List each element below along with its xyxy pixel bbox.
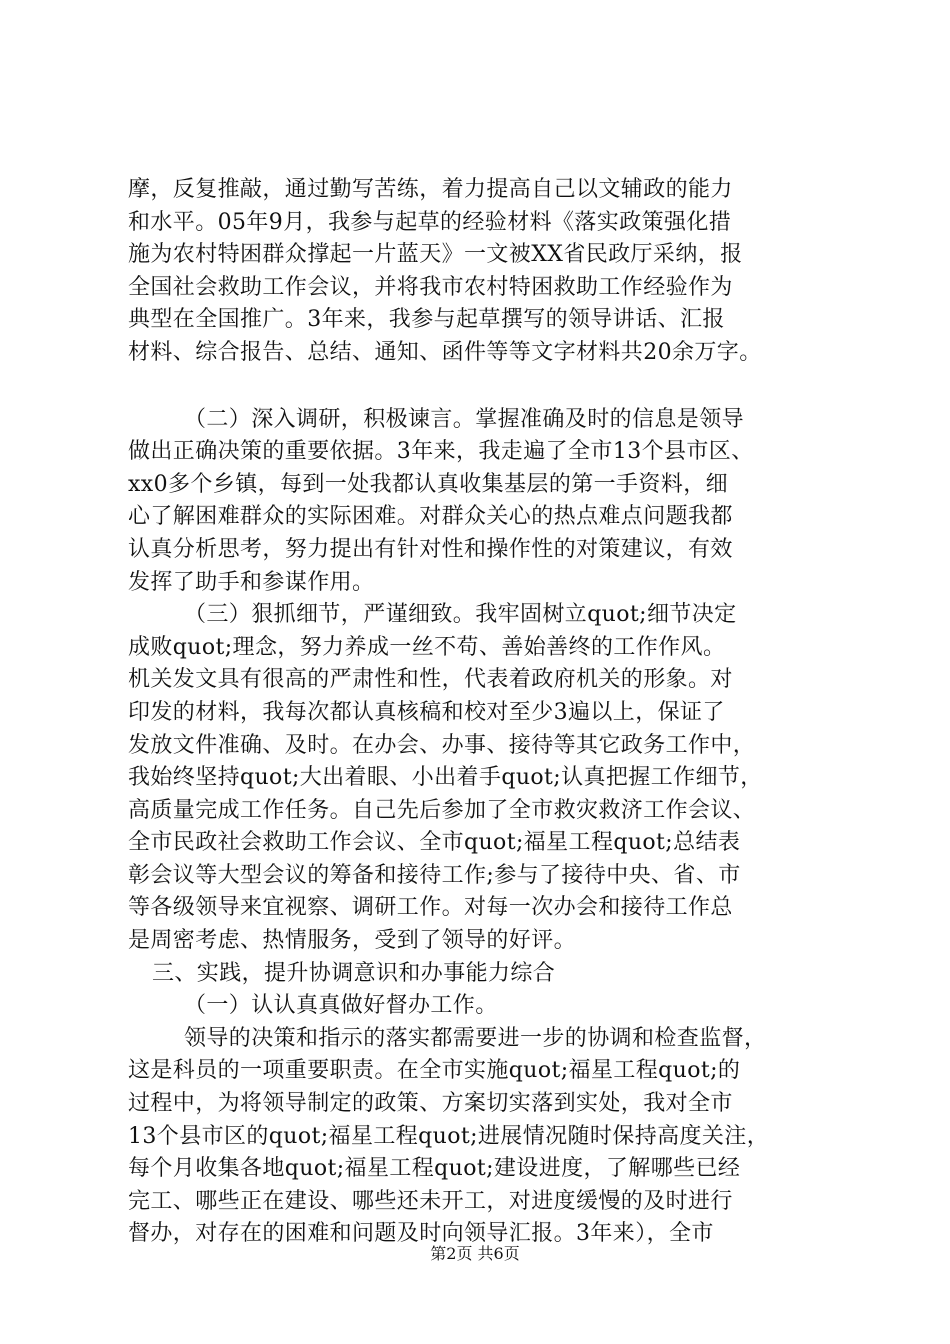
text-line: xx0多个乡镇，每到一处我都认真收集基层的第一手资料，细 [128,471,729,497]
text-line: 发挥了助手和参谋作用。 [128,569,375,595]
text-line: 成败quot;理念，努力养成一丝不苟、善始善终的工作作风。 [128,634,726,660]
text-line: 全市民政社会救助工作会议、全市quot;福星工程quot;总结表 [128,830,741,856]
text-line: 机关发文具有很高的严肃性和性，代表着政府机关的形象。对 [128,667,733,693]
text-line: 完工、哪些正在建设、哪些还未开工，对进度缓慢的及时进行 [128,1188,733,1214]
text-line: 每个月收集各地quot;福星工程quot;建设进度，了解哪些已经 [128,1156,741,1182]
text-line: 印发的材料，我每次都认真核稿和校对至少3遍以上，保证了 [128,699,725,725]
text-line: 我始终坚持quot;大出着眼、小出着手quot;认真把握工作细节， [128,765,763,791]
text-line: 等各级领导来宜视察、调研工作。对每一次办会和接待工作总 [128,895,733,921]
section-heading-3: 三、实践，提升协调意识和办事能力综合 [152,960,556,986]
text-line: 是周密考虑、热情服务，受到了领导的好评。 [128,928,577,954]
paragraph-gap [128,370,840,404]
document-body [128,174,840,1251]
paragraph-4 [128,1023,840,1251]
text-line: 高质量完成工作任务。自己先后参加了全市救灾救济工作会议、 [128,797,756,823]
text-line: 心了解困难群众的实际困难。对群众关心的热点难点问题我都 [128,504,733,530]
page-footer: 第2页 共6页 [430,1244,520,1263]
text-line: 这是科员的一项重要职责。在全市实施quot;福星工程quot;的 [128,1058,741,1084]
text-line: 彰会议等大型会议的筹备和接待工作;参与了接待中央、省、市 [128,862,741,888]
text-line: 典型在全国推广。3年来，我参与起草撰写的领导讲话、汇报 [128,307,725,333]
text-line: 材料、综合报告、总结、通知、函件等等文字材料共20余万字。 [128,339,762,365]
text-line: 和水平。05年9月，我参与起草的经验材料《落实政策强化措 [128,209,732,235]
subheading-1: （一）认认真真做好督办工作。 [184,993,498,1019]
text-line: （二）深入调研，积极谏言。掌握准确及时的信息是领导 [184,406,745,432]
text-line: 过程中，为将领导制定的政策、方案切实落到实处，我对全市 [128,1091,733,1117]
text-line: 施为农村特困群众撑起一片蓝天》一文被XX省民政厅采纳，报 [128,242,743,268]
text-line: 摩，反复推敲，通过勤写苦练，着力提高自己以文辅政的能力 [128,177,733,202]
text-line: 发放文件准确、及时。在办会、办事、接待等其它政务工作中， [128,732,756,758]
text-line: 领导的决策和指示的落实都需要进一步的协调和检查监督， [184,1025,767,1051]
text-line: 做出正确决策的重要依据。3年来，我走遍了全市13个县市区、 [128,439,754,465]
paragraph-3 [128,599,840,958]
text-line: 督办，对存在的困难和问题及时向领导汇报。3年来），全市 [128,1221,714,1247]
text-line: 认真分析思考，努力提出有针对性和操作性的对策建议，有效 [128,536,733,562]
paragraph-2 [128,404,840,600]
text-line: 全国社会救助工作会议，并将我市农村特困救助工作经验作为 [128,274,733,300]
text-line: （三）狠抓细节，严谨细致。我牢固树立quot;细节决定 [184,602,737,628]
text-line: 13个县市区的quot;福星工程quot;进展情况随时保持高度关注， [128,1123,770,1149]
paragraph-1 [128,174,840,370]
